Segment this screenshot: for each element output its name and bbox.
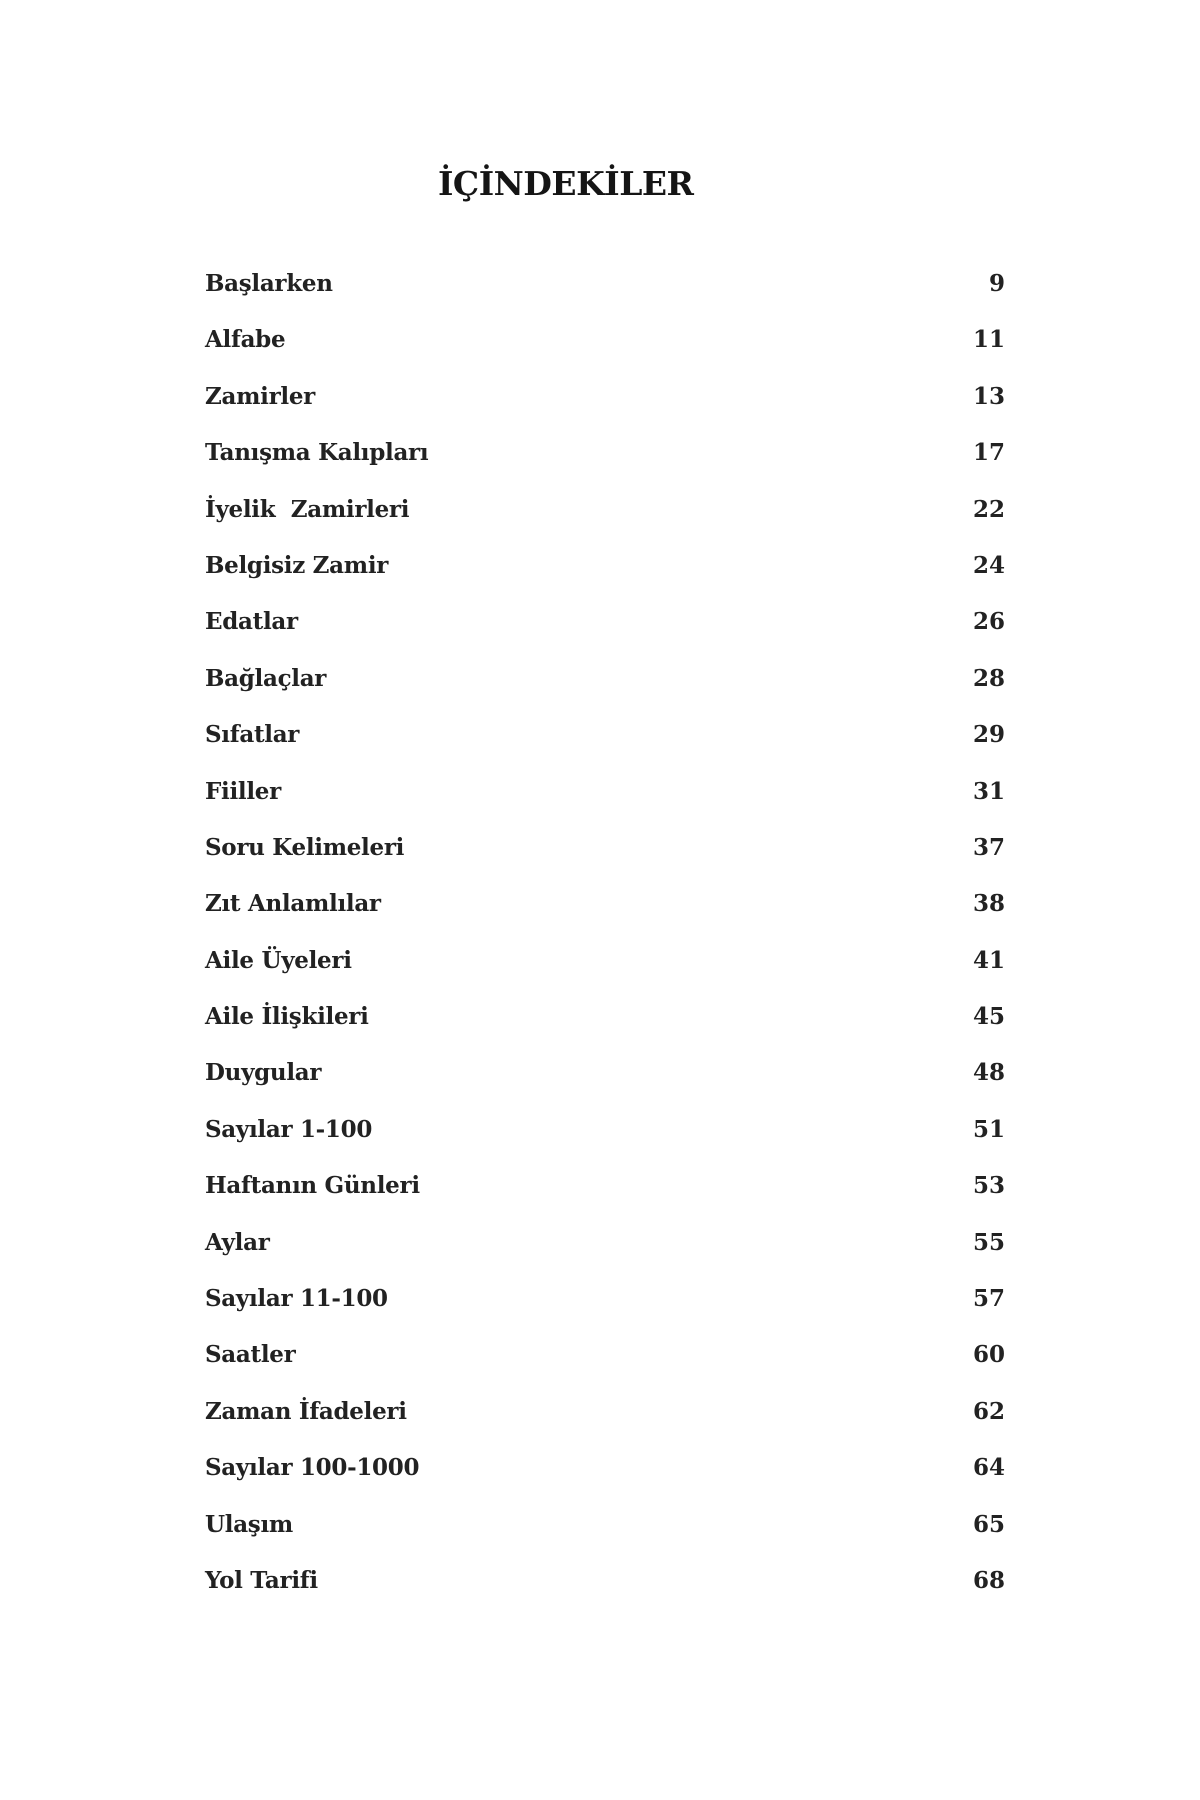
toc-entry [205,1172,1005,1228]
toc-entry [205,1059,1005,1115]
page-title: İÇİNDEKİLER [438,164,694,203]
toc-page-number: 22 [972,495,1005,523]
toc-entry [205,439,1005,495]
toc-entry-title: Sayılar 1-100 [205,1115,373,1143]
toc-entry-title: Zamirler [205,382,315,410]
toc-page-number: 68 [972,1566,1005,1594]
toc-page-number: 13 [972,382,1005,410]
toc-entry [205,552,1005,608]
toc-entry [205,721,1005,777]
toc-page-number: 51 [972,1115,1005,1143]
toc-entry-title: Fiiller [205,777,281,805]
toc-entry [205,1229,1005,1285]
toc-entry [205,665,1005,721]
toc-page-number: 38 [972,890,1005,918]
toc-page-number: 62 [972,1397,1005,1425]
toc-entry [205,1398,1005,1454]
toc-entry-title: Haftanın Günleri [205,1172,420,1200]
toc-entry-title: Sayılar 11-100 [205,1285,388,1313]
toc-entry-title: İyelik Zamirleri [205,495,410,523]
toc-entry-title: Aylar [205,1228,270,1256]
toc-entry [205,1511,1005,1567]
table-of-contents [205,270,1005,1623]
toc-entry-title: Aile İlişkileri [205,1003,369,1031]
toc-entry [205,1567,1005,1623]
toc-page-number: 45 [972,1003,1005,1031]
toc-entry-title: Ulaşım [205,1510,293,1538]
toc-page-number: 29 [972,721,1005,749]
toc-entry [205,1454,1005,1510]
toc-entry [205,947,1005,1003]
toc-entry-title: Aile Üyeleri [205,946,352,974]
toc-entry-title: Başlarken [205,270,333,297]
toc-page-number: 60 [972,1341,1005,1369]
toc-page-number: 17 [972,439,1005,467]
toc-page-number: 28 [972,664,1005,692]
toc-page-number: 55 [972,1228,1005,1256]
toc-page-number: 57 [972,1285,1005,1313]
toc-entry [205,834,1005,890]
toc-entry-title: Alfabe [205,326,286,354]
toc-entry-title: Edatlar [205,608,298,636]
toc-entry [205,496,1005,552]
toc-page-number: 53 [972,1172,1005,1200]
toc-page-number: 24 [972,551,1005,579]
toc-entry [205,778,1005,834]
toc-entry [205,890,1005,946]
toc-entry-title: Saatler [205,1341,296,1369]
toc-entry [205,1285,1005,1341]
toc-page-number: 48 [972,1059,1005,1087]
toc-page-number: 31 [972,777,1005,805]
toc-entry [205,383,1005,439]
toc-entry-title: Soru Kelimeleri [205,833,405,861]
toc-page-number: 9 [988,270,1005,297]
toc-page-number: 11 [972,326,1005,354]
toc-entry [205,608,1005,664]
toc-entry [205,270,1005,326]
toc-entry-title: Sıfatlar [205,721,300,749]
toc-page-number: 41 [972,946,1005,974]
toc-entry [205,326,1005,382]
toc-entry-title: Zaman İfadeleri [205,1397,407,1425]
toc-page-number: 65 [972,1510,1005,1538]
toc-page-number: 37 [972,833,1005,861]
toc-entry [205,1341,1005,1397]
toc-entry-title: Yol Tarifi [205,1566,318,1594]
toc-entry-title: Duygular [205,1059,322,1087]
toc-entry [205,1003,1005,1059]
toc-entry-title: Zıt Anlamlılar [205,890,381,918]
toc-entry-title: Bağlaçlar [205,664,327,692]
toc-entry [205,1116,1005,1172]
toc-entry-title: Belgisiz Zamir [205,551,389,579]
toc-page-number: 26 [972,608,1005,636]
toc-entry-title: Sayılar 100-1000 [205,1454,420,1482]
toc-entry-title: Tanışma Kalıpları [205,439,429,467]
toc-page-number: 64 [972,1454,1005,1482]
